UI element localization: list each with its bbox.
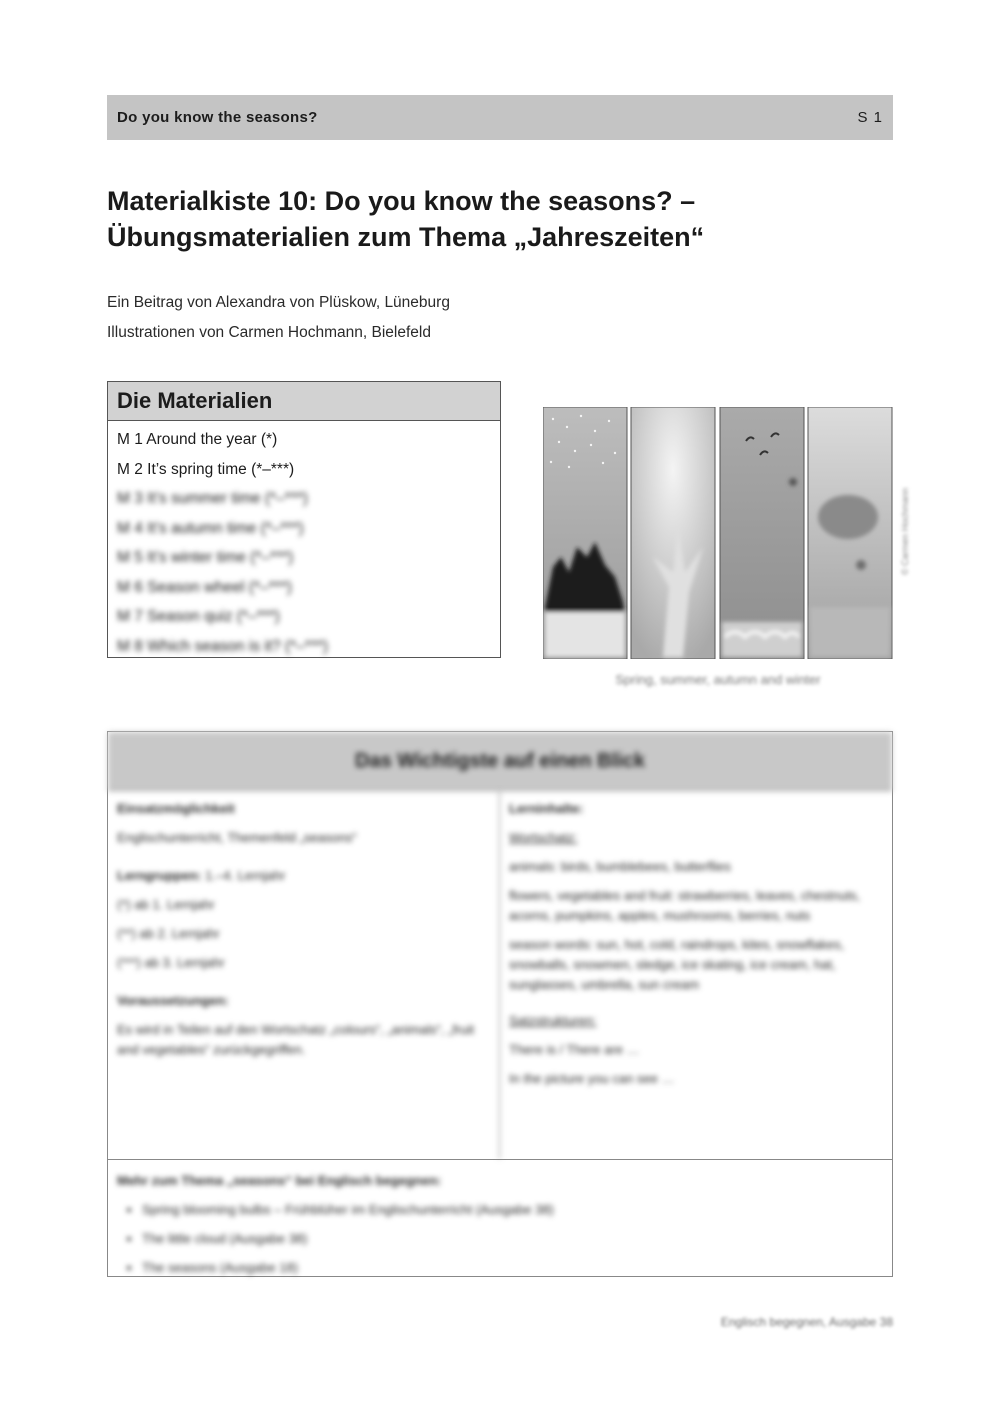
more-item: • The seasons (Ausgabe 18) (142, 1253, 883, 1282)
overview-left-column (108, 791, 500, 1159)
materials-box (107, 381, 501, 658)
title-line-2: Übungsmaterialien zum Thema „Jahreszeiten“ (107, 222, 705, 252)
content-label: Lerninhalte: (509, 801, 584, 816)
more-list (117, 1195, 883, 1282)
more-label: Mehr zum Thema „seasons“ bei Englisch begegnen: (117, 1173, 442, 1188)
material-item: M 6 Season wheel (*–***) (117, 578, 292, 596)
overview-heading: Das Wichtigste auf einen Blick (108, 732, 892, 791)
groups-label: Lerngruppen: (117, 868, 202, 883)
level-1: (*) ab 1. Lernjahr (117, 897, 215, 912)
credits (107, 288, 450, 348)
material-item: M 2 It’s spring time (*–***) (117, 460, 295, 478)
material-item: M 4 It’s autumn time (*–***) (117, 519, 304, 537)
more-item: • Spring blooming bulbs – Frühblüher im Englischunterricht (Ausgabe 38) (142, 1195, 883, 1224)
vocab-label: Wortschatz: (509, 830, 578, 845)
materials-heading: Die Materialien (108, 382, 500, 421)
vocab-animals: animals: birds, bumblebees, butterflies (509, 859, 731, 874)
use-label: Einsatzmöglichkeit (117, 801, 235, 816)
overview-box (107, 731, 893, 1277)
vocab-food: flowers, vegetables and fruit: strawberries, leaves, chestnuts, acorns, pumpkins, apples, mushrooms, berries, nuts (509, 888, 861, 923)
material-item: M 5 It’s winter time (*–***) (117, 549, 294, 566)
material-item: M 1 Around the year (*) (117, 431, 278, 448)
title-line-1: Materialkiste 10: Do you know the seasons? – (107, 186, 696, 216)
illustration-credit: © Carmen Hochmann (900, 487, 910, 575)
prereq-label: Voraussetzungen: (117, 993, 229, 1008)
groups-text: 1.–4. Lernjahr (205, 868, 286, 883)
seasons-illustration (543, 407, 893, 659)
panel-autumn (720, 407, 804, 659)
material-item: M 7 Season quiz (*–***) (117, 608, 280, 625)
use-text: Englischunterricht, Themenfeld „seasons“ (117, 830, 357, 845)
overview-right-column (500, 791, 892, 1159)
material-item: M 8 Which season is it? (*–***) (117, 637, 329, 655)
phrase-2: In the picture you can see … (509, 1071, 675, 1086)
vocab-season-words: season words: sun, hot, cold, raindrops, kites, snowflakes, snowballs, snowmen, sledge, ice skating, ice cream, hat, sunglasses, umbrella, sun cream (509, 937, 845, 992)
level-3: (***) ab 3. Lernjahr (117, 955, 225, 970)
level-2: (**) ab 2. Lernjahr (117, 926, 220, 941)
autumn-tree-crown (818, 495, 878, 539)
page-footer: Englisch begegnen, Ausgabe 38 (720, 1315, 893, 1329)
page-title (107, 183, 907, 255)
header-bar (107, 95, 893, 140)
material-item: M 3 It’s summer time (*–***) (117, 490, 308, 507)
overview-columns (108, 791, 892, 1160)
phrase-1: There is / There are … (509, 1042, 640, 1057)
illustration-caption: Spring, summer, autumn and winter (615, 672, 821, 687)
illustrator-credit: Illustrationen von Carmen Hochmann, Bielefeld (107, 324, 431, 341)
more-item: • The little cloud (Ausgabe 38) (142, 1224, 883, 1253)
header-title: Do you know the seasons? (117, 109, 318, 126)
page-number: S 1 (857, 109, 883, 126)
author-credit: Ein Beitrag von Alexandra von Plüskow, Lüneburg (107, 294, 450, 311)
overview-more (108, 1160, 892, 1288)
prereq-text: Es wird in Teilen auf den Wortschatz „colours“, „animals“, „fruit and vegetables“ zurückgegriffen. (117, 1022, 475, 1057)
materials-list (108, 421, 500, 661)
phrases-label: Satzstrukturen: (509, 1013, 597, 1028)
